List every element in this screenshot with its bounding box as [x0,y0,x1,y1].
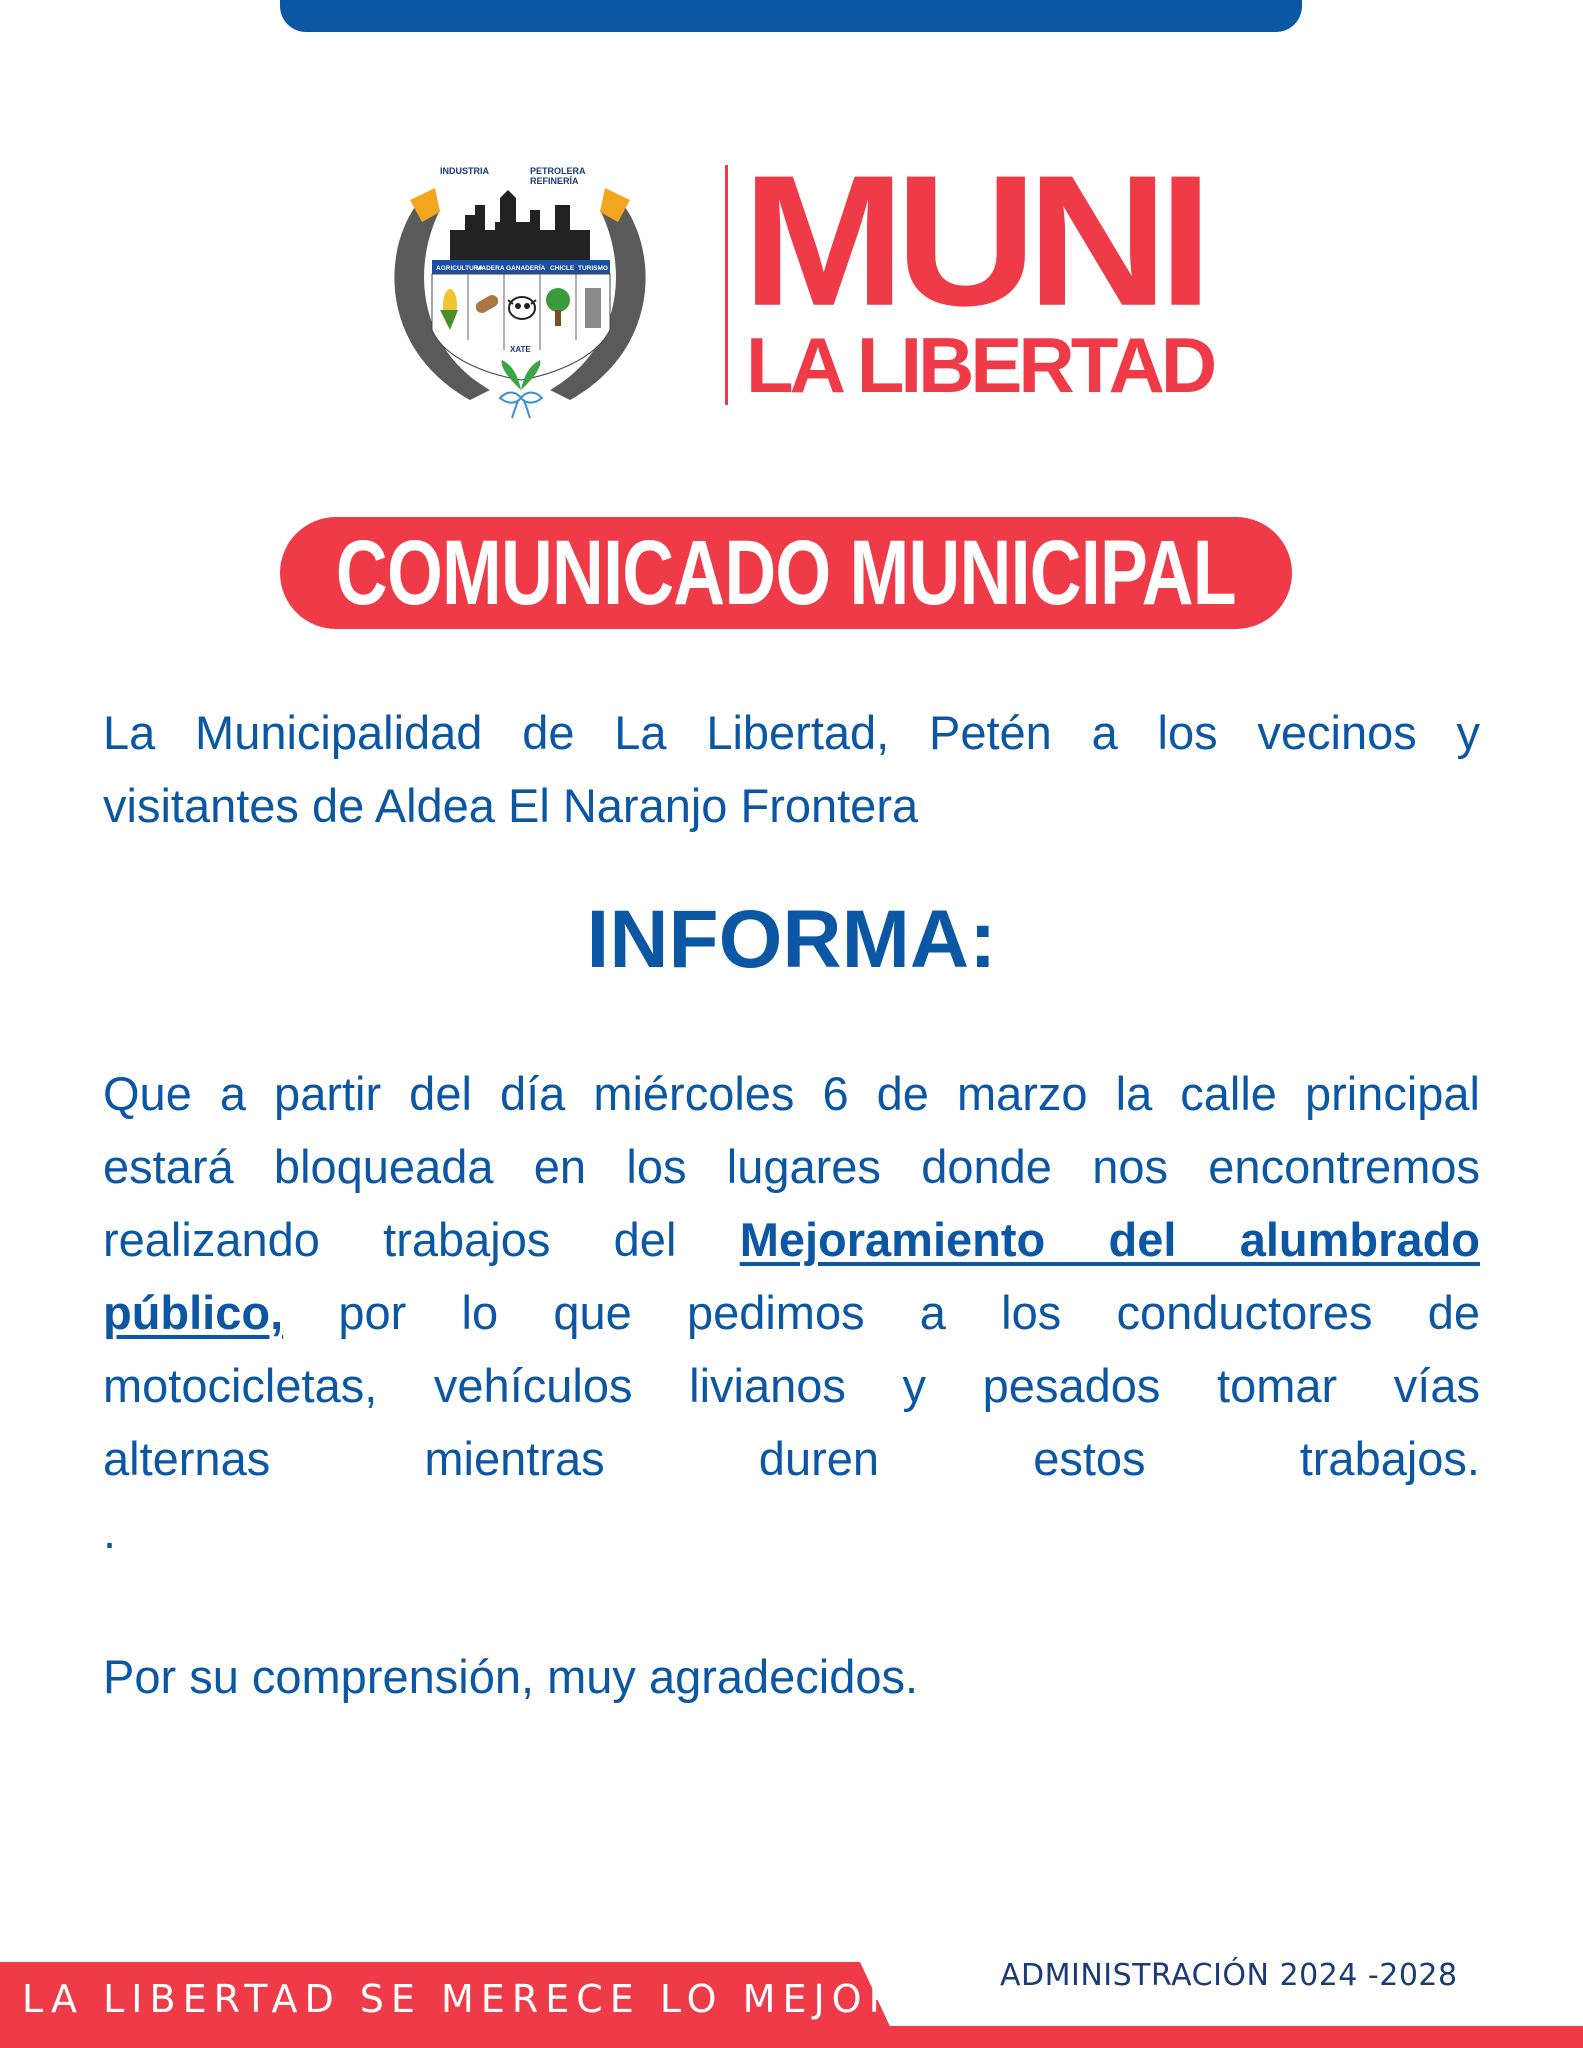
crest-band-label: MADERA [476,265,505,272]
notice-text: por lo que pedimos a los conductores de [338,1286,1480,1339]
notice-line: . [103,1505,117,1558]
notice-line: estará bloqueada en los lugares donde nos encontremos [103,1140,1480,1193]
notice-line: motocicletas, vehículos livianos y pesados tomar vías [103,1359,1480,1412]
page-title: COMUNICADO MUNICIPAL [336,521,1236,624]
brand-wordmark-muni: MUNI [742,136,1203,345]
crest-band-label: AGRICULTURA [436,265,484,272]
brand-wordmark-la-libertad: LA LIBERTAD [746,321,1214,409]
footer-slogan: LA LIBERTAD SE MERECE LO MEJOR [22,1977,902,2021]
crest-band-label: CHICLE [550,265,575,272]
project-name-highlight: Mejoramiento del alumbrado [739,1213,1480,1266]
informa-heading: INFORMA: [586,894,997,985]
notice-line [103,1057,1480,1130]
notice-date: 6 de marzo [822,1067,1088,1120]
title-banner [280,517,1292,629]
crest-top-right-label: PETROLERA [530,166,586,176]
notice-line [103,1203,1480,1276]
header-divider [725,165,728,405]
footer-line [880,2026,1583,2048]
crest-band-label: TURISMO [578,265,608,272]
crest-top-left-label: INDUSTRIA [440,166,489,176]
notice-line: alternas mientras duren estos trabajos. [103,1432,1480,1485]
closing-text: Por su comprensión, muy agradecidos. [103,1650,919,1703]
notice-text: realizando trabajos del [103,1213,677,1266]
intro-line: visitantes de Aldea El Naranjo Frontera [103,779,919,832]
notice-text: Que a partir del día miércoles [103,1067,795,1120]
crest-bottom-label: XATE [510,345,531,354]
crest-top-right-label-2: REFINERÍA [530,176,579,186]
notice-text: la calle principal [1115,1067,1480,1120]
intro-paragraph [103,696,1480,842]
municipal-crest-logo [380,160,660,430]
footer-administration: ADMINISTRACIÓN 2024 -2028 [1000,1958,1458,1993]
intro-line: La Municipalidad de La Libertad, Petén a los vecinos y [103,706,1480,759]
top-bar [280,0,1302,32]
notice-line [103,1276,1480,1349]
project-name-highlight: público, [103,1286,284,1339]
crest-band-label: GANADERÍA [506,265,546,272]
notice-paragraph [103,1057,1480,1568]
